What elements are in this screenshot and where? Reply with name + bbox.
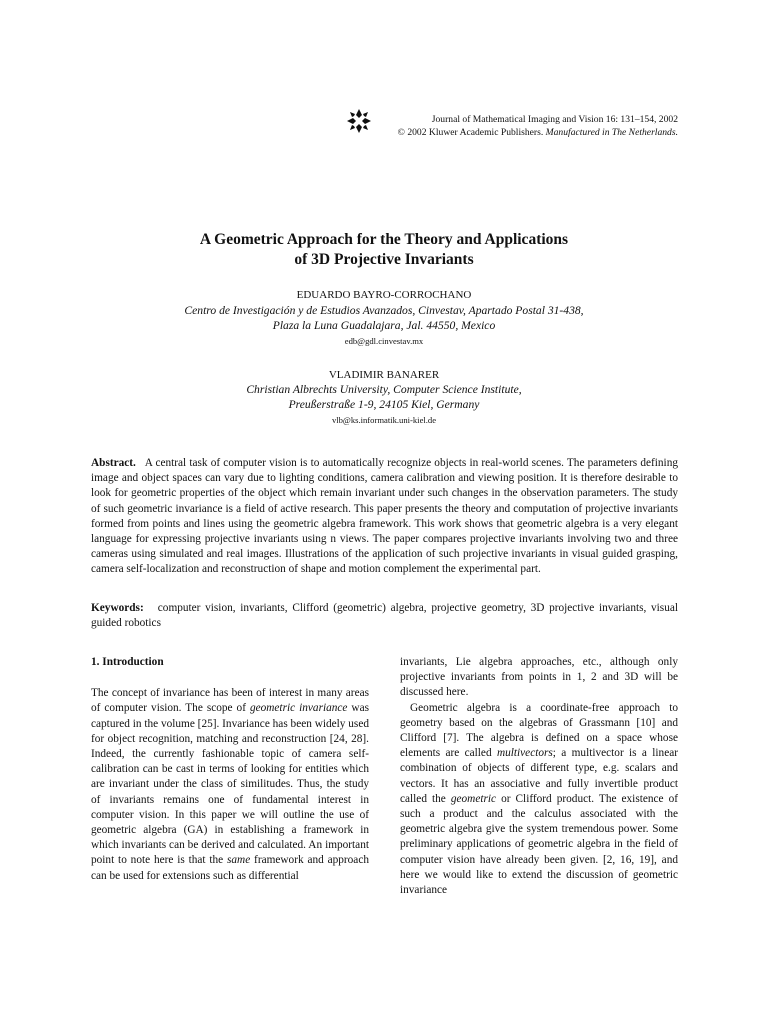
- intro-paragraph-1-cont: invariants, Lie algebra approaches, etc., although only projective invariants from points in 1, 2 and 3D will be discussed here.: [400, 656, 678, 699]
- author-1-email: edb@gdl.cinvestav.mx: [344, 336, 424, 346]
- intro-p1-emphasis-1: geometric invariance: [249, 702, 348, 715]
- journal-citation: Journal of Mathematical Imaging and Vision 16: 131–154, 2002: [431, 114, 678, 125]
- intro-p2-text-c: or Clifford product. The existence of such a product and the calculus associated with the geometric algebra give the system tremendous power. Some preliminary applications of geometric algebra in the field of computer vision have already been given. [2, 16, 19], and here we would like to extend the discussion of geometric invariance: [400, 792, 678, 897]
- intro-p2-text-a: Geometric algebra is a coordinate-free approach to geometry based on the algebras of Grassmann [10] and Clifford [7]. The algebra is defined on a space whose elements are called: [400, 701, 678, 760]
- keywords-label: Keywords:: [91, 602, 144, 614]
- author-1-affiliation-1: Centro de Investigación y de Estudios Avanzados, Cinvestav, Apartado Postal 31-438,: [184, 304, 584, 317]
- section-heading-introduction: 1. Introduction: [91, 656, 164, 668]
- intro-p1-text-c: framework and approach can be used for extensions such as differential: [91, 854, 369, 882]
- publisher-logo-icon: [346, 108, 372, 134]
- abstract-text: A central task of computer vision is to automatically recognize objects in real-world scenes. The parameters defining image and object spaces can vary due to lighting conditions, camera calibration and viewing position. It is therefore desirable to look for geometric properties of the object which remain invariant under such changes in the observation parameters. The study of such geometric invariance is a field of active research. This paper presents the theory and computation of projective invariants formed from points and lines using the geometric algebra framework. This work shows that geometric algebra is a very elegant language for expressing projective invariants using n views. The paper compares projective invariants involving two and three cameras using simulated and real images. Illustrations of the application of such projective invariants in visual guided grasping, camera self-localization and reconstruction of shape and motion complement the experimental part.: [91, 457, 678, 576]
- keywords: [91, 601, 678, 631]
- author-1-name: EDUARDO BAYRO-CORROCHANO: [296, 289, 472, 301]
- intro-p2-text-b: ; a multivector is a linear combination of objects of different type, e.g. scalars and vectors. It has an associative and fully invertible product called the: [400, 747, 678, 805]
- abstract-label: Abstract.: [91, 457, 136, 469]
- intro-paragraph-2: [400, 701, 678, 899]
- intro-paragraph-1: [91, 686, 369, 884]
- left-column: [91, 655, 369, 884]
- title-line-2: of 3D Projective Invariants: [294, 251, 474, 268]
- intro-p1-emphasis-2: same: [227, 854, 251, 867]
- keywords-text: computer vision, invariants, Clifford (geometric) algebra, projective geometry, 3D projective invariants, visual guided robotics: [91, 602, 678, 630]
- author-2-affiliation-1: Christian Albrechts University, Computer Science Institute,: [246, 383, 522, 396]
- manufacture-note: Manufactured in The Netherlands.: [545, 127, 678, 138]
- title-line-1: A Geometric Approach for the Theory and Applications: [199, 231, 569, 248]
- intro-p1-text-b: was captured in the volume [25]. Invariance has been widely used for object recognition, matching and reconstruction [24, 28]. Indeed, the currently fashionable topic of camera self-calibration can be cast in terms of looking for entities which are invariant under the class of similitudes. Thus, the study of invariants remains one of fundamental interest in computer vision. In this paper we will outline the use of geometric algebra (GA) in establishing a framework in which invariants can be derived and calculated. An important point to note here is that the: [91, 702, 369, 867]
- author-2-name: VLADIMIR BANARER: [328, 369, 440, 381]
- author-2-email: vlb@ks.informatik.uni-kiel.de: [331, 415, 437, 425]
- intro-p1-text-a: The concept of invariance has been of interest in many areas of computer vision. The scope of: [91, 687, 369, 715]
- intro-p2-emphasis-2: geometric: [450, 792, 497, 805]
- author-2-affiliation-2: Preußerstraße 1-9, 24105 Kiel, Germany: [288, 398, 480, 411]
- abstract: [91, 456, 678, 578]
- right-column: [400, 655, 678, 898]
- journal-info: [378, 113, 678, 139]
- copyright-text: © 2002 Kluwer Academic Publishers.: [397, 127, 544, 138]
- intro-p2-emphasis-1: multivectors: [496, 747, 553, 760]
- journal-copyright: [378, 126, 678, 139]
- paper-title: [0, 230, 768, 270]
- author-1-affiliation-2: Plaza la Luna Guadalajara, Jal. 44550, Mexico: [272, 319, 496, 332]
